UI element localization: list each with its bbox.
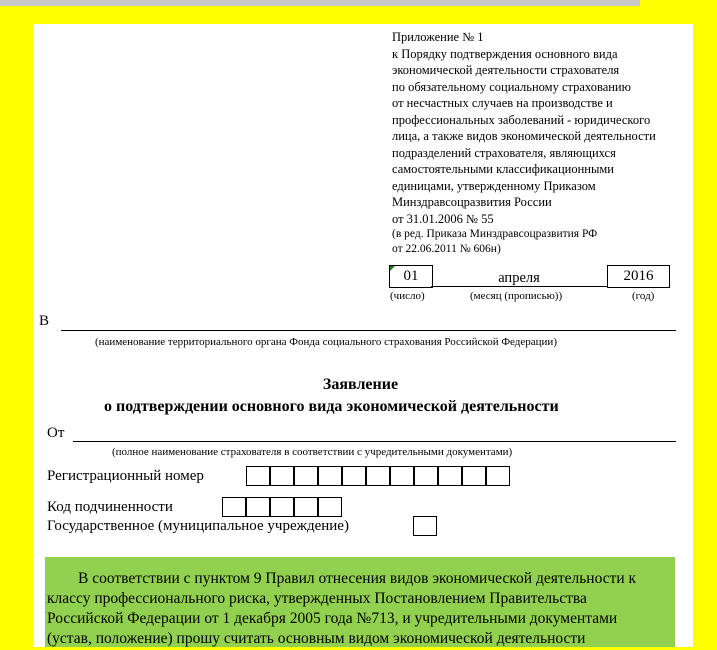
reg-number-cell[interactable] (462, 466, 486, 486)
reg-number-cell[interactable] (246, 466, 270, 486)
body-text-line: В соответствии с пунктом 9 Правил отнесения видов экономической деятельности к (78, 570, 637, 587)
reg-number-cell[interactable] (270, 466, 294, 486)
subordination-cell[interactable] (246, 497, 270, 517)
edition-line: (в ред. Приказа Минздравсоцразвития РФ (392, 228, 598, 240)
date-month-caption: (месяц (прописью)) (470, 290, 563, 302)
recipient-input-line[interactable] (61, 330, 676, 331)
reg-number-cell[interactable] (486, 466, 510, 486)
reg-number-cell[interactable] (414, 466, 438, 486)
subordination-cell[interactable] (270, 497, 294, 517)
reg-number-cell[interactable] (438, 466, 462, 486)
grid-header-strip (0, 0, 640, 6)
appendix-line: от 31.01.2006 № 55 (392, 211, 494, 226)
date-day-caption: (число) (390, 290, 425, 302)
document-subtitle: о подтверждении основного вида экономической деятельности (104, 398, 559, 415)
appendix-line: от несчастных случаев на производстве и (392, 96, 613, 110)
appendix-line: к Порядку подтверждения основного вида (392, 46, 618, 61)
date-year-caption: (год) (632, 290, 655, 302)
date-day-field[interactable]: 01 (389, 265, 433, 288)
document-title: Заявление (322, 376, 399, 393)
appendix-line: подразделений страхователя, являющихся (392, 145, 616, 160)
reg-number-cell[interactable] (390, 466, 414, 486)
recipient-caption: (наименование территориального органа Фонда социального страхования Российской Федерации) (95, 336, 557, 348)
appendix-line: самостоятельными классификационными (392, 162, 614, 176)
sender-prefix: От (47, 425, 65, 441)
sender-caption: (полное наименование страхователя в соответствии с учредительными документами) (112, 446, 513, 458)
date-month-underline (431, 286, 607, 287)
grid-header-gap (648, 0, 717, 6)
body-text-line: Российской Федерации от 1 декабря 2005 года №713, и учредительными документами (47, 610, 618, 627)
top-strip (0, 0, 717, 6)
recipient-prefix: В (39, 313, 50, 329)
appendix-line: экономической деятельности страхователя (392, 63, 620, 77)
reg-number-cell[interactable] (342, 466, 366, 486)
appendix-line: единицами, утвержденному Приказом (392, 178, 596, 193)
state-institution-checkbox[interactable] (413, 516, 437, 536)
date-year-field[interactable]: 2016 (607, 265, 670, 288)
body-text-line: (устав, положение) прошу считать основным видом экономической деятельности (47, 630, 586, 647)
reg-number-cell[interactable] (294, 466, 318, 486)
appendix-edition (392, 227, 656, 256)
body-text-line: классу профессионального риска, утвержденных Постановлением Правительства (47, 590, 587, 607)
sender-input-line[interactable] (73, 441, 676, 442)
edition-line: от 22.06.2011 № 606н) (392, 242, 501, 255)
date-month-field[interactable]: апреля (498, 270, 540, 286)
reg-number-cell[interactable] (366, 466, 390, 486)
appendix-line: профессиональных заболеваний - юридического (392, 112, 651, 127)
reg-number-label: Регистрационный номер (47, 468, 204, 484)
appendix-block (392, 29, 656, 256)
subordination-cell[interactable] (294, 497, 318, 517)
appendix-line: по обязательному социальному страхованию (392, 79, 631, 94)
subordination-label: Код подчиненности (47, 499, 173, 515)
appendix-line: Приложение № 1 (392, 30, 484, 44)
state-institution-label: Государственное (муниципальное учреждение) (47, 518, 349, 534)
reg-number-cell[interactable] (318, 466, 342, 486)
subordination-cell[interactable] (318, 497, 342, 517)
appendix-line: лица, а также видов экономической деятельности (392, 129, 656, 143)
appendix-line: Минздравсоцразвития России (392, 195, 552, 209)
subordination-cell[interactable] (222, 497, 246, 517)
